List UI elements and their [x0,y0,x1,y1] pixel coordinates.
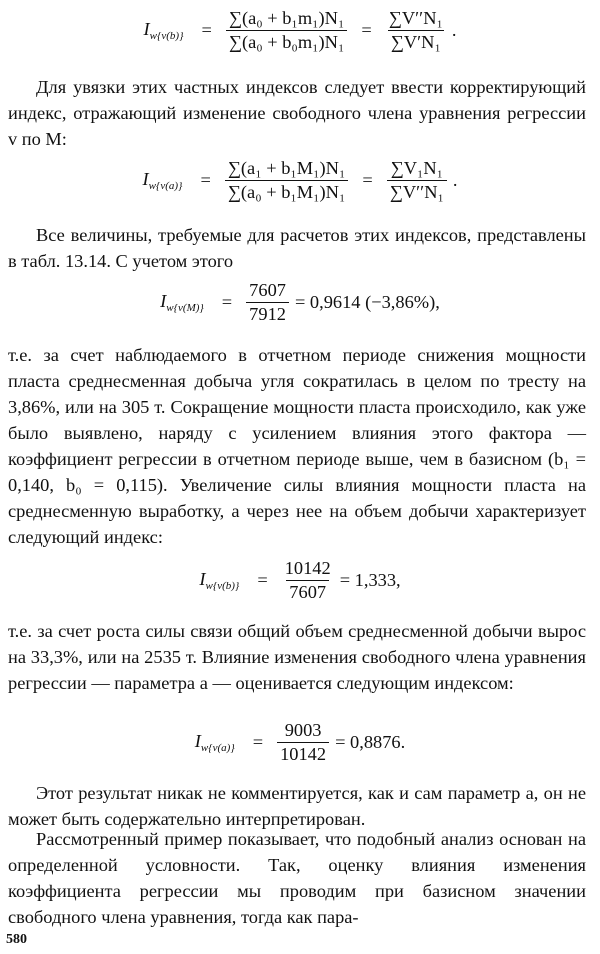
formula-index-wvm: $I_{w\{v(M)\}}$ = $\frac{7607}{7912}$ = 0,9614 (−3,86%), [160,280,440,324]
denominator: ∑(a₀ + b₀m₁)N₁ [226,30,348,53]
fraction [246,280,289,325]
paragraph-3: т.е. за счет наблюдаемого в отчетном периоде снижения мощности пласта среднесменная добыча угля сократилась в целом по тресту на 3,86%, или на 305 т. Сокращение мощности пласта происходило, как уже было выявлено, наряду с усилением влияния этого фактора — коэффициент регрессии в отчетном периоде выше, чем в базисном (b₁ = 0,140, b₀ = 0,115). Увеличение силы влияния мощности пласта на среднесменную выработку, а через нее на объем добычи характеризует следующий индекс: [8,345,586,547]
formula-lhs: $I_{w\{v(b)\}}$ [143,19,184,42]
numerator: ∑(a₁ + b₁M₁)N₁ [227,158,346,178]
paragraph-6: Рассмотренный пример показывает, что подобный анализ основан на определенной условности. Так, оценку влияния изменения коэффициента регрессии мы проводим при базисном значении свободного члена уравнения, тогда как пара- [8,829,586,927]
numerator: ∑V₁N₁ [390,158,444,178]
numerator: ∑V′′N₁ [388,8,443,28]
denominator: 7607 [286,580,329,603]
paragraph-5: Этот результат никак не комментируется, как и сам параметр a, он не может быть содержательно интерпретирован. [8,783,586,829]
formula-lhs: $I_{w\{v(a)\}}$ [142,169,183,192]
formula-index-wva: $I_{w\{v(a)\}}$ = $\frac{\text{∑(a₁ + b₁M₁)N₁}}{\text{∑(a₀ + b₁M₁)N₁}}$ = $\frac{\text{∑V₁N₁}}{\text{∑V′′N₁}}$ . [142,158,458,202]
fraction [277,720,329,765]
denominator: ∑V′′N₁ [387,180,447,203]
denominator: 10142 [277,742,329,765]
denominator: ∑V′N₁ [388,30,444,53]
paragraph-1: Для увязки этих частных индексов следует ввести корректирующий индекс, отражающий изменение свободного члена уравнения регрессии v по M: [8,77,586,149]
numerator: 9003 [284,720,322,740]
page-number: 580 [6,932,27,947]
numerator: 10142 [284,558,331,578]
formula-lhs: $I_{w\{v(M)\}}$ [160,291,204,314]
fraction [225,158,349,203]
paragraph-2: Все величины, требуемые для расчетов этих индексов, представлены в табл. 13.14. С учетом этого [8,225,586,271]
denominator: 7912 [246,302,289,325]
fraction [386,8,446,53]
formula-index-wvb-value: $I_{w\{v(b)\}}$ = $\frac{10142}{7607}$ = 1,333, [199,558,401,602]
formula-lhs: $I_{w\{v(a)\}}$ [194,731,235,754]
numerator: 7607 [249,280,286,300]
paragraph-4: т.е. за счет роста силы связи общий объем среднесменной добычи вырос на 33,3%, или на 2535 т. Влияние изменения свободного члена уравнения регрессии — параметра a — оценивается следующим индексом: [8,621,586,693]
formula-index-wva-value: $I_{w\{v(a)\}}$ = $\frac{9003}{10142}$ = 0,8876. [194,720,406,764]
fraction [226,8,348,53]
formula-lhs: $I_{w\{v(b)\}}$ [199,569,240,592]
denominator: ∑(a₀ + b₁M₁)N₁ [225,180,349,203]
fraction [282,558,334,603]
formula-index-wvb: $I_{w\{v(b)\}}$ = $\frac{\text{∑(a₀ + b₁m₁)N₁}}{\text{∑(a₀ + b₀m₁)N₁}}$ = $\frac{\text{∑V′′N₁}}{\text{∑V′N₁}}$ . [143,8,457,52]
numerator: ∑(a₀ + b₁m₁)N₁ [228,8,345,28]
fraction [387,158,447,203]
